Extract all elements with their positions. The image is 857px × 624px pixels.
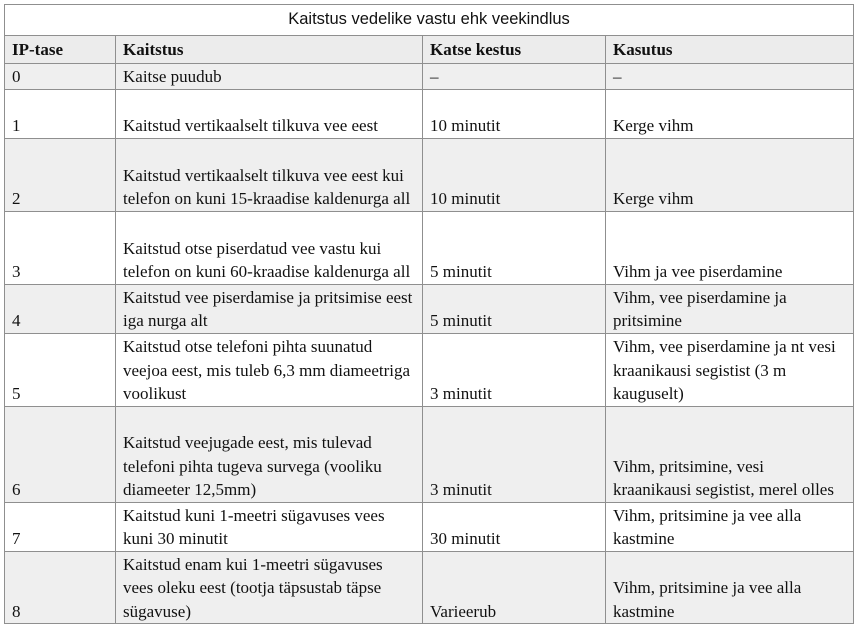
cell-test-duration: 5 minutit <box>423 284 606 333</box>
cell-protection: Kaitstud otse telefoni pihta suunatud veejoa eest, mis tuleb 6,3 mm diameetriga voolikust <box>116 333 423 406</box>
cell-test-duration: 10 minutit <box>423 89 606 138</box>
cell-ip-level: 6 <box>5 406 116 502</box>
table-row <box>5 406 854 502</box>
cell-usage: Kerge vihm <box>606 138 854 211</box>
cell-test-duration: Varieerub <box>423 551 606 624</box>
table-caption: Kaitstus vedelike vastu ehk veekindlus <box>5 5 854 36</box>
cell-ip-level: 0 <box>5 64 116 90</box>
cell-usage: Vihm, pritsimine ja vee alla kastmine <box>606 551 854 624</box>
cell-ip-level: 7 <box>5 502 116 551</box>
table-row <box>5 138 854 211</box>
table-row <box>5 502 854 551</box>
cell-test-duration: 3 minutit <box>423 333 606 406</box>
cell-ip-level: 5 <box>5 333 116 406</box>
table-row <box>5 64 854 90</box>
cell-ip-level: 4 <box>5 284 116 333</box>
table-row <box>5 89 854 138</box>
cell-ip-level: 8 <box>5 551 116 624</box>
cell-usage: Vihm, vee piserdamine ja nt vesi kraanikausi segistist (3 m kauguselt) <box>606 333 854 406</box>
table-row <box>5 333 854 406</box>
table-row <box>5 284 854 333</box>
cell-ip-level: 1 <box>5 89 116 138</box>
cell-protection: Kaitse puudub <box>116 64 423 90</box>
cell-usage: Vihm, pritsimine ja vee alla kastmine <box>606 502 854 551</box>
table-caption-row <box>5 5 854 36</box>
header-usage: Kasutus <box>606 36 854 64</box>
cell-protection: Kaitstud vertikaalselt tilkuva vee eest <box>116 89 423 138</box>
header-row <box>5 36 854 64</box>
ip-rating-table <box>4 4 854 624</box>
cell-ip-level: 2 <box>5 138 116 211</box>
cell-protection: Kaitstud enam kui 1-meetri sügavuses vees oleku eest (tootja täpsustab täpse sügavuse) <box>116 551 423 624</box>
table-container <box>4 4 854 624</box>
cell-usage: Vihm, vee piserdamine ja pritsimine <box>606 284 854 333</box>
cell-protection: Kaitstud vertikaalselt tilkuva vee eest kui telefon on kuni 15-kraadise kaldenurga all <box>116 138 423 211</box>
cell-test-duration: 30 minutit <box>423 502 606 551</box>
header-ip-level: IP-tase <box>5 36 116 64</box>
cell-test-duration: 5 minutit <box>423 211 606 284</box>
cell-test-duration: 3 minutit <box>423 406 606 502</box>
header-test-duration: Katse kestus <box>423 36 606 64</box>
cell-protection: Kaitstud kuni 1-meetri sügavuses vees kuni 30 minutit <box>116 502 423 551</box>
cell-usage: Vihm, pritsimine, vesi kraanikausi segistist, merel olles <box>606 406 854 502</box>
header-protection: Kaitstus <box>116 36 423 64</box>
table-row <box>5 551 854 624</box>
cell-test-duration: – <box>423 64 606 90</box>
cell-protection: Kaitstud veejugade eest, mis tulevad telefoni pihta tugeva survega (vooliku diameeter 12,5mm) <box>116 406 423 502</box>
cell-usage: Kerge vihm <box>606 89 854 138</box>
table-row <box>5 211 854 284</box>
cell-protection: Kaitstud otse piserdatud vee vastu kui telefon on kuni 60-kraadise kaldenurga all <box>116 211 423 284</box>
cell-test-duration: 10 minutit <box>423 138 606 211</box>
cell-usage: – <box>606 64 854 90</box>
cell-ip-level: 3 <box>5 211 116 284</box>
cell-protection: Kaitstud vee piserdamise ja pritsimise eest iga nurga alt <box>116 284 423 333</box>
cell-usage: Vihm ja vee piserdamine <box>606 211 854 284</box>
